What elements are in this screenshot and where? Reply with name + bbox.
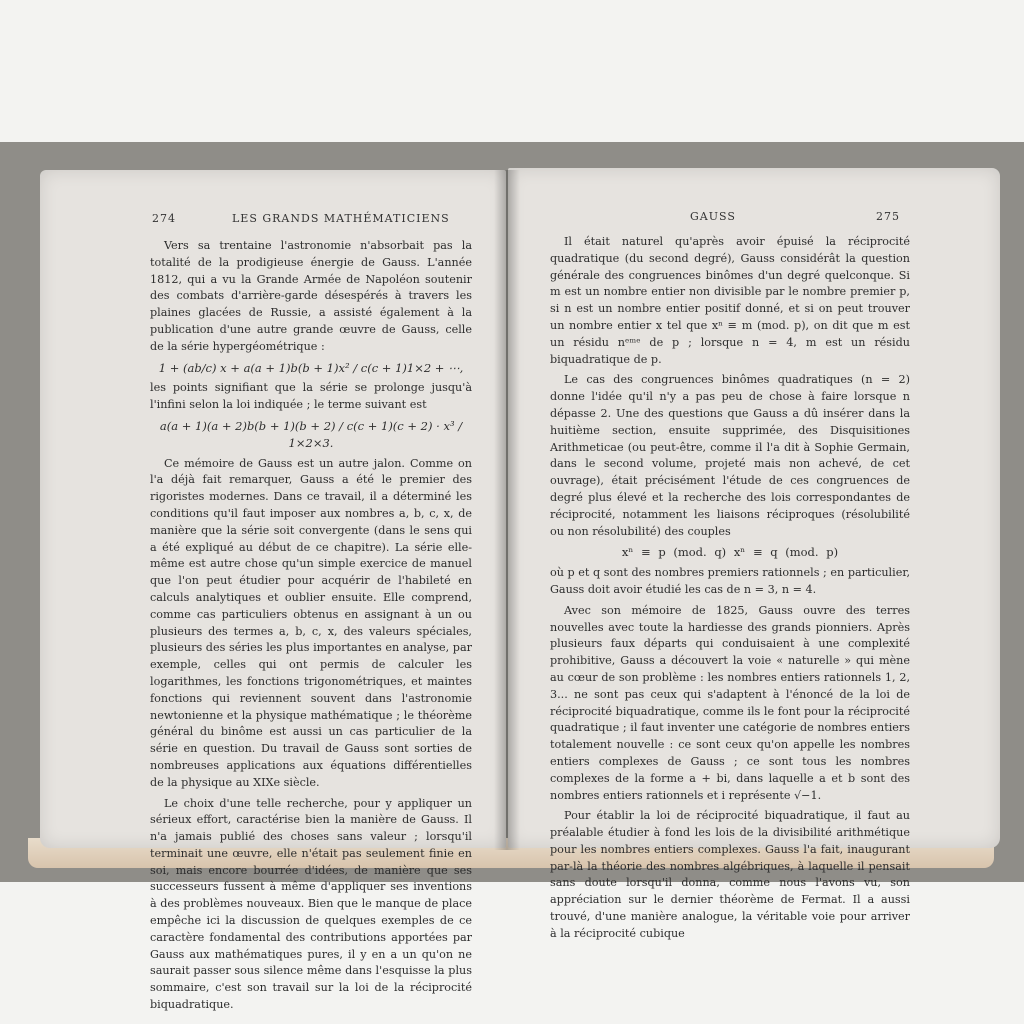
- paragraph: Le cas des congruences binômes quadratiques (n = 2) donne l'idée qu'il n'y a pas peu de chose à faire lorsque n dépasse 2. Une des questions que Gauss a dû insérer dans la huitième section, ensuite supprimée, des Disquisitiones Arithmeticae (ou peut-être, comme il l'a dit à Sophie Germain, dans le second volume, projeté mais non achevé, de cet ouvrage), était précisément l'étude de ces congruences de degré plus élevé et la recherche des lois correspondantes de réciprocité, notamment les liaisons réciproques (résolubilité ou non résolubilité) des couples: [550, 373, 910, 538]
- paragraph: les points signifiant que la série se prolonge jusqu'à l'infini selon la loi indiquée ; le terme suivant est: [150, 381, 472, 412]
- right-page-number: 275: [876, 210, 900, 223]
- right-page: [508, 168, 1000, 940]
- paragraph: Il était naturel qu'après avoir épuisé la réciprocité quadratique (du second degré), Gauss considérât la question générale des congruences binômes d'un degré quelconque. Si m est un nombre entier non divisible par le nombre premier p, si n est un nombre entier positif donné, et si on peut trouver un nombre entier x tel que xⁿ ≡ m (mod. p), on dit que m est un résidu nᵉᵐᵉ de p ; lorsque n = 4, m est un résidu biquadratique de p.: [550, 235, 910, 366]
- next-term-formula: a(a + 1)(a + 2)b(b + 1)(b + 2) / c(c + 1)(c + 2) · x³ / 1×2×3.: [159, 418, 463, 450]
- right-running-head: GAUSS: [690, 210, 736, 223]
- paragraph: Pour établir la loi de réciprocité biquadratique, il faut au préalable étudier à fond les lois de la divisibilité arithmétique pour les nombres entiers complexes. Gauss l'a fait, inaugurant par-là la théorie des nombres algébriques, à laquelle il pensait sans doute lorsqu'il donna, comme nous l'avons vu, son appréciation sur le dernier théorème de Fermat. Il a aussi trouvé, d'une manière analogue, la véritable voie pour arriver à la réciprocité cubique: [550, 809, 910, 940]
- right-page-body: [550, 234, 910, 947]
- left-running-head: LES GRANDS MATHÉMATICIENS: [232, 212, 450, 225]
- paragraph: Ce mémoire de Gauss est un autre jalon. Comme on l'a déjà fait remarquer, Gauss a été le premier des rigoristes modernes. Dans ce travail, il a déterminé les conditions qu'il faut imposer aux nombres a, b, c, x, de manière que la série soit convergente (dans le sens qui a été expliqué au début de ce chapitre). La série elle-même est autre chose qu'un simple exercice de manuel que l'on peut étudier pour acquérir de l'habileté en calculs analytiques et oublier ensuite. Elle comprend, comme cas particuliers obtenus en assignant à un ou plusieurs des termes a, b, c, x, des valeurs spéciales, plusieurs des séries les plus importantes en analyse, par exemple, celles qui ont permis de calculer les logarithmes, les fonctions trigonométriques, et maintes fonctions qui reviennent souvent dans l'astronomie newtonienne et la physique mathématique ; le théorème général du binôme est aussi un cas particulier de la série en question. Du travail de Gauss sont sorties de nombreuses applications aux équations différentielles de la physique au XIXe siècle.: [150, 456, 472, 789]
- left-page-number: 274: [152, 212, 176, 225]
- paragraph: Vers sa trentaine l'astronomie n'absorbait pas la totalité de la prodigieuse énergie de Gauss. L'année 1812, qui a vu la Grande Armée de Napoléon soutenir des combats d'arrière-garde désespérés à travers les plaines glacées de Russie, a assisté également à la publication d'une autre grande œuvre de Gauss, celle de la série hypergéométrique :: [150, 239, 472, 353]
- paragraph: Le choix d'une telle recherche, pour y appliquer un sérieux effort, caractérise bien la manière de Gauss. Il n'a jamais publié des choses sans valeur ; lorsqu'il terminait une œuvre, elle n'était pas seulement finie en soi, mais encore bourrée d'idées, de manière que ses successeurs fussent à même d'appliquer ses inventions à des problèmes nouveaux. Bien que le manque de place empêche ici la discussion de quelques exemples de ce caractère fondamental des contributions apportées par Gauss aux mathématiques pures, il y en a un qu'on ne saurait passer sous silence même dans l'esquisse la plus sommaire, c'est son travail sur la loi de la réciprocité biquadratique.: [150, 796, 472, 1012]
- paragraph: où p et q sont des nombres premiers rationnels ; en particulier, Gauss doit avoir étudié les cas de n = 3, n = 4.: [550, 566, 910, 596]
- left-page: [40, 170, 506, 1012]
- book-gutter: [494, 170, 520, 850]
- left-page-body: [150, 238, 472, 1018]
- paragraph: Avec son mémoire de 1825, Gauss ouvre des terres nouvelles avec toute la hardiesse des grands pionniers. Après plusieurs faux départs qui conduisaient à une complexité prohibitive, Gauss a découvert la voie « naturelle » qui mène au cœur de son problème : les nombres entiers rationnels 1, 2, 3... ne sont pas ceux qui s'adaptent à l'énoncé de la loi de réciprocité biquadratique, comme ils le font pour la réciprocité quadratique ; il faut inventer une catégorie de nombres entiers totalement nouvelle : ce sont ceux qu'on appelle les nombres entiers complexes de Gauss ; ce sont tous les nombres complexes de la forme a + bi, dans laquelle a et b sont des nombres entiers rationnels et i représente √−1.: [550, 603, 910, 802]
- hypergeometric-series-formula: 1 + (ab/c) x + a(a + 1)b(b + 1)x² / c(c + 1)1×2 + ⋯,: [158, 360, 464, 375]
- congruence-formula: xⁿ ≡ p (mod. q) xⁿ ≡ q (mod. p): [621, 545, 839, 560]
